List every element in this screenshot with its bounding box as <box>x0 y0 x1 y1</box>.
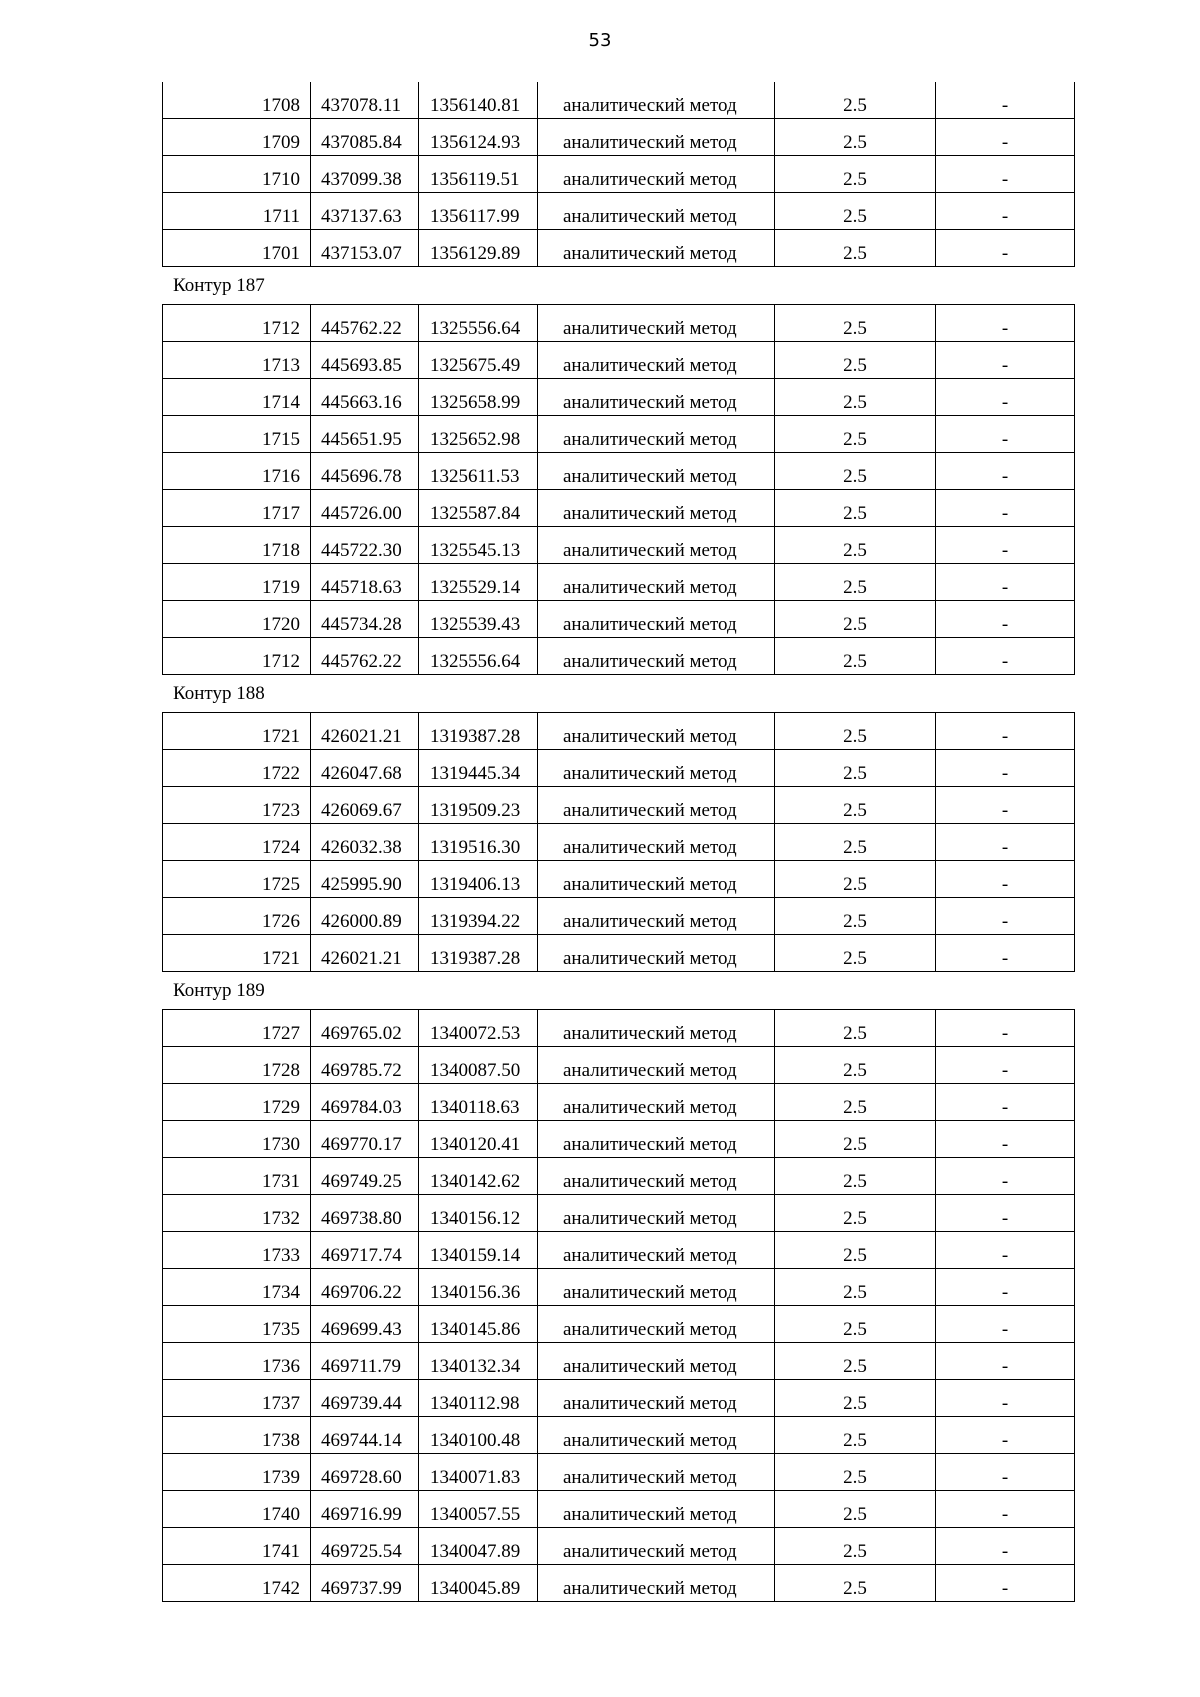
y-coordinate-cell: 1319516.30 <box>419 824 538 861</box>
table-row <box>163 564 1075 601</box>
y-coordinate-cell: 1356129.89 <box>419 230 538 267</box>
precision-cell: 2.5 <box>775 1343 936 1380</box>
y-coordinate-cell: 1319387.28 <box>419 935 538 972</box>
note-cell: - <box>936 1084 1075 1121</box>
note-cell: - <box>936 490 1075 527</box>
table-row <box>163 1380 1075 1417</box>
method-cell: аналитический метод <box>538 82 775 119</box>
x-coordinate-cell: 445762.22 <box>311 305 419 342</box>
note-cell: - <box>936 935 1075 972</box>
point-number-cell: 1740 <box>163 1491 311 1528</box>
y-coordinate-cell: 1340118.63 <box>419 1084 538 1121</box>
x-coordinate-cell: 469765.02 <box>311 1010 419 1047</box>
method-cell: аналитический метод <box>538 638 775 675</box>
precision-cell: 2.5 <box>775 416 936 453</box>
precision-cell: 2.5 <box>775 82 936 119</box>
x-coordinate-cell: 445693.85 <box>311 342 419 379</box>
note-cell: - <box>936 1454 1075 1491</box>
y-coordinate-cell: 1340145.86 <box>419 1306 538 1343</box>
y-coordinate-cell: 1325556.64 <box>419 638 538 675</box>
table-row <box>163 416 1075 453</box>
table-row <box>163 1158 1075 1195</box>
table-row <box>163 638 1075 675</box>
method-cell: аналитический метод <box>538 1343 775 1380</box>
point-number-cell: 1714 <box>163 379 311 416</box>
point-number-cell: 1712 <box>163 305 311 342</box>
precision-cell: 2.5 <box>775 193 936 230</box>
note-cell: - <box>936 1010 1075 1047</box>
note-cell: - <box>936 713 1075 750</box>
y-coordinate-cell: 1340072.53 <box>419 1010 538 1047</box>
note-cell: - <box>936 601 1075 638</box>
y-coordinate-cell: 1325539.43 <box>419 601 538 638</box>
y-coordinate-cell: 1340071.83 <box>419 1454 538 1491</box>
y-coordinate-cell: 1340112.98 <box>419 1380 538 1417</box>
x-coordinate-cell: 469716.99 <box>311 1491 419 1528</box>
precision-cell: 2.5 <box>775 156 936 193</box>
point-number-cell: 1712 <box>163 638 311 675</box>
note-cell: - <box>936 527 1075 564</box>
method-cell: аналитический метод <box>538 1454 775 1491</box>
note-cell: - <box>936 787 1075 824</box>
table-row <box>163 1306 1075 1343</box>
note-cell: - <box>936 379 1075 416</box>
y-coordinate-cell: 1319445.34 <box>419 750 538 787</box>
x-coordinate-cell: 469739.44 <box>311 1380 419 1417</box>
table-row <box>163 342 1075 379</box>
y-coordinate-cell: 1340100.48 <box>419 1417 538 1454</box>
precision-cell: 2.5 <box>775 861 936 898</box>
x-coordinate-cell: 437099.38 <box>311 156 419 193</box>
point-number-cell: 1734 <box>163 1269 311 1306</box>
table-row <box>163 713 1075 750</box>
x-coordinate-cell: 445663.16 <box>311 379 419 416</box>
point-number-cell: 1735 <box>163 1306 311 1343</box>
method-cell: аналитический метод <box>538 193 775 230</box>
x-coordinate-cell: 426021.21 <box>311 935 419 972</box>
note-cell: - <box>936 1047 1075 1084</box>
x-coordinate-cell: 469706.22 <box>311 1269 419 1306</box>
x-coordinate-cell: 437085.84 <box>311 119 419 156</box>
method-cell: аналитический метод <box>538 861 775 898</box>
y-coordinate-cell: 1325529.14 <box>419 564 538 601</box>
table-row <box>163 1084 1075 1121</box>
y-coordinate-cell: 1356124.93 <box>419 119 538 156</box>
table-row <box>163 82 1075 119</box>
note-cell: - <box>936 564 1075 601</box>
x-coordinate-cell: 469770.17 <box>311 1121 419 1158</box>
method-cell: аналитический метод <box>538 156 775 193</box>
method-cell: аналитический метод <box>538 1528 775 1565</box>
method-cell: аналитический метод <box>538 935 775 972</box>
point-number-cell: 1722 <box>163 750 311 787</box>
table-row <box>163 230 1075 267</box>
table-row <box>163 527 1075 564</box>
table-row <box>163 1417 1075 1454</box>
precision-cell: 2.5 <box>775 1121 936 1158</box>
note-cell: - <box>936 82 1075 119</box>
point-number-cell: 1718 <box>163 527 311 564</box>
contour-caption: Контур 187 <box>173 275 265 296</box>
note-cell: - <box>936 156 1075 193</box>
y-coordinate-cell: 1340087.50 <box>419 1047 538 1084</box>
table-row <box>163 119 1075 156</box>
coordinates-document <box>162 82 1074 1602</box>
precision-cell: 2.5 <box>775 1047 936 1084</box>
note-cell: - <box>936 342 1075 379</box>
y-coordinate-cell: 1340156.36 <box>419 1269 538 1306</box>
point-number-cell: 1730 <box>163 1121 311 1158</box>
method-cell: аналитический метод <box>538 1491 775 1528</box>
table-row <box>163 1232 1075 1269</box>
method-cell: аналитический метод <box>538 342 775 379</box>
y-coordinate-cell: 1319387.28 <box>419 713 538 750</box>
note-cell: - <box>936 1306 1075 1343</box>
y-coordinate-cell: 1325652.98 <box>419 416 538 453</box>
method-cell: аналитический метод <box>538 1232 775 1269</box>
note-cell: - <box>936 193 1075 230</box>
method-cell: аналитический метод <box>538 1047 775 1084</box>
point-number-cell: 1733 <box>163 1232 311 1269</box>
x-coordinate-cell: 437153.07 <box>311 230 419 267</box>
table-row <box>163 898 1075 935</box>
precision-cell: 2.5 <box>775 601 936 638</box>
point-number-cell: 1721 <box>163 713 311 750</box>
x-coordinate-cell: 437137.63 <box>311 193 419 230</box>
table-row <box>163 453 1075 490</box>
precision-cell: 2.5 <box>775 1454 936 1491</box>
method-cell: аналитический метод <box>538 453 775 490</box>
coordinates-table <box>162 1009 1075 1602</box>
table-row <box>163 787 1075 824</box>
table-row <box>163 1491 1075 1528</box>
precision-cell: 2.5 <box>775 564 936 601</box>
method-cell: аналитический метод <box>538 1380 775 1417</box>
table-row <box>163 861 1075 898</box>
x-coordinate-cell: 445696.78 <box>311 453 419 490</box>
note-cell: - <box>936 898 1075 935</box>
method-cell: аналитический метод <box>538 379 775 416</box>
method-cell: аналитический метод <box>538 119 775 156</box>
precision-cell: 2.5 <box>775 1269 936 1306</box>
method-cell: аналитический метод <box>538 1010 775 1047</box>
precision-cell: 2.5 <box>775 1380 936 1417</box>
method-cell: аналитический метод <box>538 416 775 453</box>
precision-cell: 2.5 <box>775 824 936 861</box>
precision-cell: 2.5 <box>775 490 936 527</box>
precision-cell: 2.5 <box>775 787 936 824</box>
point-number-cell: 1721 <box>163 935 311 972</box>
y-coordinate-cell: 1356140.81 <box>419 82 538 119</box>
point-number-cell: 1726 <box>163 898 311 935</box>
page-number: 53 <box>588 30 612 51</box>
point-number-cell: 1729 <box>163 1084 311 1121</box>
point-number-cell: 1732 <box>163 1195 311 1232</box>
table-row <box>163 1121 1075 1158</box>
x-coordinate-cell: 469785.72 <box>311 1047 419 1084</box>
point-number-cell: 1723 <box>163 787 311 824</box>
table-row <box>163 305 1075 342</box>
precision-cell: 2.5 <box>775 379 936 416</box>
method-cell: аналитический метод <box>538 1158 775 1195</box>
point-number-cell: 1708 <box>163 82 311 119</box>
x-coordinate-cell: 426000.89 <box>311 898 419 935</box>
x-coordinate-cell: 437078.11 <box>311 82 419 119</box>
x-coordinate-cell: 426021.21 <box>311 713 419 750</box>
method-cell: аналитический метод <box>538 1269 775 1306</box>
point-number-cell: 1710 <box>163 156 311 193</box>
point-number-cell: 1719 <box>163 564 311 601</box>
table-row <box>163 1565 1075 1602</box>
note-cell: - <box>936 119 1075 156</box>
note-cell: - <box>936 750 1075 787</box>
table-row <box>163 379 1075 416</box>
note-cell: - <box>936 1417 1075 1454</box>
method-cell: аналитический метод <box>538 305 775 342</box>
precision-cell: 2.5 <box>775 1565 936 1602</box>
x-coordinate-cell: 445734.28 <box>311 601 419 638</box>
contour-caption: Контур 188 <box>173 683 265 704</box>
precision-cell: 2.5 <box>775 638 936 675</box>
precision-cell: 2.5 <box>775 342 936 379</box>
y-coordinate-cell: 1356117.99 <box>419 193 538 230</box>
method-cell: аналитический метод <box>538 713 775 750</box>
precision-cell: 2.5 <box>775 1491 936 1528</box>
precision-cell: 2.5 <box>775 230 936 267</box>
method-cell: аналитический метод <box>538 898 775 935</box>
x-coordinate-cell: 445722.30 <box>311 527 419 564</box>
y-coordinate-cell: 1340132.34 <box>419 1343 538 1380</box>
point-number-cell: 1715 <box>163 416 311 453</box>
contour-caption: Контур 189 <box>173 980 265 1001</box>
x-coordinate-cell: 426032.38 <box>311 824 419 861</box>
note-cell: - <box>936 861 1075 898</box>
y-coordinate-cell: 1340047.89 <box>419 1528 538 1565</box>
y-coordinate-cell: 1340159.14 <box>419 1232 538 1269</box>
y-coordinate-cell: 1319406.13 <box>419 861 538 898</box>
method-cell: аналитический метод <box>538 787 775 824</box>
point-number-cell: 1727 <box>163 1010 311 1047</box>
point-number-cell: 1720 <box>163 601 311 638</box>
y-coordinate-cell: 1325556.64 <box>419 305 538 342</box>
x-coordinate-cell: 469737.99 <box>311 1565 419 1602</box>
coordinates-table <box>162 82 1075 267</box>
precision-cell: 2.5 <box>775 305 936 342</box>
x-coordinate-cell: 469784.03 <box>311 1084 419 1121</box>
x-coordinate-cell: 469717.74 <box>311 1232 419 1269</box>
note-cell: - <box>936 1269 1075 1306</box>
coordinates-table <box>162 712 1075 972</box>
precision-cell: 2.5 <box>775 453 936 490</box>
method-cell: аналитический метод <box>538 750 775 787</box>
point-number-cell: 1717 <box>163 490 311 527</box>
table-row <box>163 156 1075 193</box>
table-row <box>163 750 1075 787</box>
x-coordinate-cell: 469744.14 <box>311 1417 419 1454</box>
method-cell: аналитический метод <box>538 230 775 267</box>
x-coordinate-cell: 469738.80 <box>311 1195 419 1232</box>
note-cell: - <box>936 1565 1075 1602</box>
precision-cell: 2.5 <box>775 1528 936 1565</box>
precision-cell: 2.5 <box>775 1417 936 1454</box>
point-number-cell: 1716 <box>163 453 311 490</box>
note-cell: - <box>936 1528 1075 1565</box>
note-cell: - <box>936 1158 1075 1195</box>
y-coordinate-cell: 1325658.99 <box>419 379 538 416</box>
note-cell: - <box>936 230 1075 267</box>
note-cell: - <box>936 416 1075 453</box>
precision-cell: 2.5 <box>775 1195 936 1232</box>
note-cell: - <box>936 1343 1075 1380</box>
point-number-cell: 1741 <box>163 1528 311 1565</box>
point-number-cell: 1713 <box>163 342 311 379</box>
table-row <box>163 1047 1075 1084</box>
x-coordinate-cell: 445726.00 <box>311 490 419 527</box>
note-cell: - <box>936 1232 1075 1269</box>
x-coordinate-cell: 469699.43 <box>311 1306 419 1343</box>
precision-cell: 2.5 <box>775 713 936 750</box>
x-coordinate-cell: 445762.22 <box>311 638 419 675</box>
method-cell: аналитический метод <box>538 1084 775 1121</box>
y-coordinate-cell: 1325587.84 <box>419 490 538 527</box>
point-number-cell: 1728 <box>163 1047 311 1084</box>
precision-cell: 2.5 <box>775 935 936 972</box>
note-cell: - <box>936 824 1075 861</box>
precision-cell: 2.5 <box>775 1084 936 1121</box>
method-cell: аналитический метод <box>538 527 775 564</box>
point-number-cell: 1731 <box>163 1158 311 1195</box>
table-row <box>163 1343 1075 1380</box>
table-row <box>163 1269 1075 1306</box>
y-coordinate-cell: 1340057.55 <box>419 1491 538 1528</box>
y-coordinate-cell: 1319509.23 <box>419 787 538 824</box>
method-cell: аналитический метод <box>538 601 775 638</box>
precision-cell: 2.5 <box>775 898 936 935</box>
table-row <box>163 935 1075 972</box>
precision-cell: 2.5 <box>775 1232 936 1269</box>
note-cell: - <box>936 305 1075 342</box>
y-coordinate-cell: 1340120.41 <box>419 1121 538 1158</box>
point-number-cell: 1725 <box>163 861 311 898</box>
method-cell: аналитический метод <box>538 824 775 861</box>
point-number-cell: 1709 <box>163 119 311 156</box>
x-coordinate-cell: 469725.54 <box>311 1528 419 1565</box>
method-cell: аналитический метод <box>538 490 775 527</box>
y-coordinate-cell: 1325675.49 <box>419 342 538 379</box>
precision-cell: 2.5 <box>775 750 936 787</box>
table-row <box>163 1454 1075 1491</box>
method-cell: аналитический метод <box>538 1417 775 1454</box>
table-row <box>163 193 1075 230</box>
x-coordinate-cell: 469728.60 <box>311 1454 419 1491</box>
table-row <box>163 490 1075 527</box>
note-cell: - <box>936 453 1075 490</box>
point-number-cell: 1724 <box>163 824 311 861</box>
y-coordinate-cell: 1325545.13 <box>419 527 538 564</box>
point-number-cell: 1738 <box>163 1417 311 1454</box>
y-coordinate-cell: 1340045.89 <box>419 1565 538 1602</box>
table-row <box>163 601 1075 638</box>
x-coordinate-cell: 426047.68 <box>311 750 419 787</box>
table-row <box>163 1528 1075 1565</box>
point-number-cell: 1711 <box>163 193 311 230</box>
point-number-cell: 1736 <box>163 1343 311 1380</box>
y-coordinate-cell: 1340142.62 <box>419 1158 538 1195</box>
note-cell: - <box>936 1380 1075 1417</box>
x-coordinate-cell: 425995.90 <box>311 861 419 898</box>
x-coordinate-cell: 445718.63 <box>311 564 419 601</box>
table-row <box>163 1195 1075 1232</box>
y-coordinate-cell: 1325611.53 <box>419 453 538 490</box>
x-coordinate-cell: 469749.25 <box>311 1158 419 1195</box>
note-cell: - <box>936 1491 1075 1528</box>
precision-cell: 2.5 <box>775 119 936 156</box>
coordinates-table <box>162 304 1075 675</box>
method-cell: аналитический метод <box>538 1565 775 1602</box>
precision-cell: 2.5 <box>775 1306 936 1343</box>
method-cell: аналитический метод <box>538 1121 775 1158</box>
x-coordinate-cell: 426069.67 <box>311 787 419 824</box>
y-coordinate-cell: 1319394.22 <box>419 898 538 935</box>
note-cell: - <box>936 1121 1075 1158</box>
point-number-cell: 1701 <box>163 230 311 267</box>
table-row <box>163 1010 1075 1047</box>
y-coordinate-cell: 1356119.51 <box>419 156 538 193</box>
y-coordinate-cell: 1340156.12 <box>419 1195 538 1232</box>
precision-cell: 2.5 <box>775 1158 936 1195</box>
x-coordinate-cell: 445651.95 <box>311 416 419 453</box>
method-cell: аналитический метод <box>538 564 775 601</box>
precision-cell: 2.5 <box>775 527 936 564</box>
precision-cell: 2.5 <box>775 1010 936 1047</box>
note-cell: - <box>936 638 1075 675</box>
method-cell: аналитический метод <box>538 1306 775 1343</box>
point-number-cell: 1742 <box>163 1565 311 1602</box>
point-number-cell: 1739 <box>163 1454 311 1491</box>
point-number-cell: 1737 <box>163 1380 311 1417</box>
note-cell: - <box>936 1195 1075 1232</box>
x-coordinate-cell: 469711.79 <box>311 1343 419 1380</box>
table-row <box>163 824 1075 861</box>
method-cell: аналитический метод <box>538 1195 775 1232</box>
